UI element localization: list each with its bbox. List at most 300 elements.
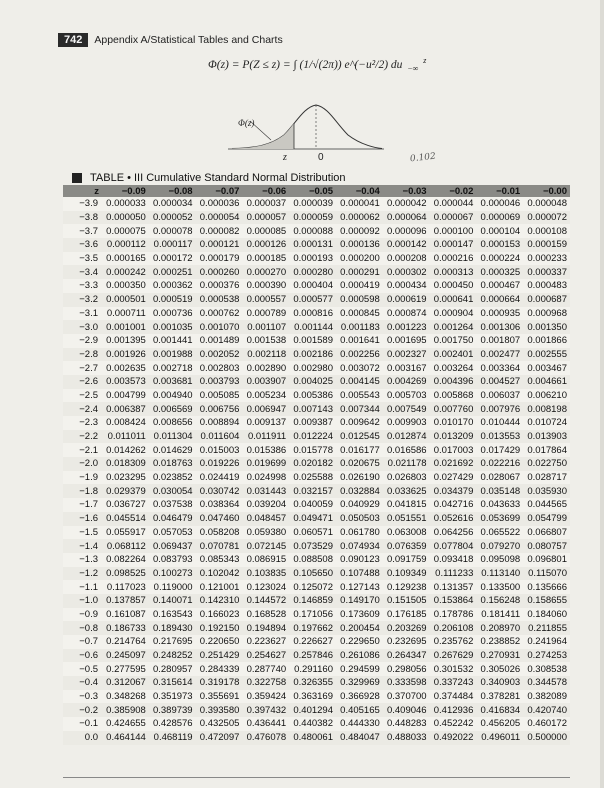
z-value-cell: −0.5 xyxy=(79,663,98,675)
page-number: 742 xyxy=(58,33,88,47)
probability-cell: 0.070781 xyxy=(199,540,240,552)
probability-cell: 0.397432 xyxy=(246,704,287,716)
probability-cell: 0.033625 xyxy=(386,485,427,497)
probability-cell: 0.003793 xyxy=(199,376,240,388)
probability-cell: 0.359424 xyxy=(246,691,287,703)
table-row xyxy=(63,238,570,252)
probability-cell: 0.093418 xyxy=(433,554,474,566)
probability-cell: 0.030054 xyxy=(152,485,193,497)
probability-cell: 0.006210 xyxy=(527,389,567,401)
probability-cell: 0.000233 xyxy=(527,253,567,265)
probability-cell: 0.217695 xyxy=(152,636,193,648)
probability-cell: 0.000062 xyxy=(340,212,380,224)
probability-cell: 0.001070 xyxy=(199,321,240,333)
z-value-cell: −0.4 xyxy=(79,677,98,689)
probability-cell: 0.046479 xyxy=(152,513,193,525)
probability-cell: 0.000434 xyxy=(386,280,427,292)
probability-cell: 0.000200 xyxy=(340,253,380,265)
table-row xyxy=(63,512,570,526)
probability-cell: 0.161087 xyxy=(106,608,146,620)
probability-cell: 0.484047 xyxy=(340,732,380,744)
table-title-row xyxy=(72,172,346,184)
probability-cell: 0.002052 xyxy=(199,348,240,360)
table-row xyxy=(63,484,570,498)
probability-cell: 0.059380 xyxy=(246,526,287,538)
probability-cell: 0.163543 xyxy=(152,608,193,620)
probability-cell: 0.000390 xyxy=(246,280,287,292)
probability-cell: 0.000736 xyxy=(152,307,193,319)
table-row xyxy=(63,457,570,471)
probability-cell: 0.181411 xyxy=(481,608,521,620)
probability-cell: 0.000762 xyxy=(199,307,240,319)
probability-cell: 0.008894 xyxy=(199,417,240,429)
probability-cell: 0.000557 xyxy=(246,294,287,306)
probability-cell: 0.102042 xyxy=(199,567,240,579)
table-row xyxy=(63,635,570,649)
probability-cell: 0.011011 xyxy=(107,431,146,443)
z-value-cell: −3.6 xyxy=(79,239,98,251)
probability-cell: 0.000147 xyxy=(433,239,474,251)
probability-cell: 0.000142 xyxy=(386,239,427,251)
probability-cell: 0.000057 xyxy=(246,212,287,224)
probability-cell: 0.001223 xyxy=(386,321,427,333)
probability-cell: 0.000664 xyxy=(480,294,521,306)
probability-cell: 0.006037 xyxy=(480,389,521,401)
probability-cell: 0.007344 xyxy=(340,403,380,415)
probability-cell: 0.006387 xyxy=(106,403,146,415)
probability-cell: 0.366928 xyxy=(340,691,380,703)
table-row xyxy=(63,498,570,512)
probability-cell: 0.091759 xyxy=(386,554,427,566)
column-header: −0.06 xyxy=(262,185,287,197)
probability-cell: 0.012545 xyxy=(340,431,380,443)
probability-cell: 0.140071 xyxy=(152,595,193,607)
probability-cell: 0.000121 xyxy=(199,239,240,251)
probability-cell: 0.032884 xyxy=(340,485,380,497)
page-edge xyxy=(600,0,604,788)
probability-cell: 0.000059 xyxy=(293,212,333,224)
z-value-cell: −1.3 xyxy=(79,554,98,566)
probability-cell: 0.001538 xyxy=(246,335,287,347)
table-row xyxy=(63,567,570,581)
probability-cell: 0.001695 xyxy=(386,335,427,347)
probability-cell: 0.158655 xyxy=(527,595,567,607)
z-value-cell: −1.5 xyxy=(79,526,98,538)
probability-cell: 0.037538 xyxy=(152,499,193,511)
z-value-cell: −2.7 xyxy=(79,362,98,374)
probability-cell: 0.098525 xyxy=(106,567,146,579)
probability-cell: 0.000845 xyxy=(340,307,380,319)
z-value-cell: −2.8 xyxy=(79,348,98,360)
page-header xyxy=(58,33,283,47)
probability-cell: 0.189430 xyxy=(152,622,193,634)
probability-cell: 0.065522 xyxy=(480,526,521,538)
probability-cell: 0.382089 xyxy=(527,691,567,703)
probability-cell: 0.000280 xyxy=(293,266,333,278)
probability-cell: 0.000450 xyxy=(433,280,474,292)
probability-cell: 0.022216 xyxy=(480,458,521,470)
probability-cell: 0.401294 xyxy=(293,704,333,716)
probability-cell: 0.337243 xyxy=(433,677,474,689)
table-row xyxy=(63,580,570,594)
probability-cell: 0.080757 xyxy=(527,540,567,552)
probability-cell: 0.000069 xyxy=(480,212,521,224)
probability-cell: 0.000270 xyxy=(246,266,287,278)
probability-cell: 0.000711 xyxy=(106,307,146,319)
probability-cell: 0.000067 xyxy=(433,212,474,224)
probability-cell: 0.000251 xyxy=(152,266,193,278)
probability-cell: 0.008198 xyxy=(527,403,567,415)
probability-cell: 0.308538 xyxy=(527,663,567,675)
probability-cell: 0.312067 xyxy=(106,677,146,689)
probability-cell: 0.166023 xyxy=(199,608,240,620)
probability-cell: 0.064256 xyxy=(433,526,474,538)
probability-cell: 0.015003 xyxy=(199,444,240,456)
probability-cell: 0.000419 xyxy=(340,280,380,292)
probability-cell: 0.057053 xyxy=(152,526,193,538)
column-header: −0.04 xyxy=(355,185,380,197)
probability-cell: 0.034379 xyxy=(433,485,474,497)
probability-cell: 0.492022 xyxy=(433,732,474,744)
probability-cell: 0.006569 xyxy=(152,403,193,415)
probability-cell: 0.013209 xyxy=(433,431,474,443)
probability-cell: 0.035148 xyxy=(480,485,521,497)
probability-cell: 0.135666 xyxy=(527,581,567,593)
probability-cell: 0.137857 xyxy=(106,595,146,607)
probability-cell: 0.018309 xyxy=(106,458,146,470)
probability-cell: 0.040929 xyxy=(340,499,380,511)
probability-cell: 0.013903 xyxy=(527,431,567,443)
probability-cell: 0.000100 xyxy=(433,225,474,237)
probability-cell: 0.412936 xyxy=(433,704,474,716)
probability-cell: 0.043633 xyxy=(480,499,521,511)
probability-cell: 0.149170 xyxy=(340,595,380,607)
probability-cell: 0.315614 xyxy=(152,677,193,689)
probability-cell: 0.000117 xyxy=(153,239,193,251)
probability-cell: 0.002401 xyxy=(433,348,474,360)
probability-cell: 0.000577 xyxy=(293,294,333,306)
formula-lower-limit: −∞ xyxy=(407,64,419,74)
probability-cell: 0.068112 xyxy=(106,540,146,552)
probability-cell: 0.405165 xyxy=(340,704,380,716)
probability-cell: 0.000048 xyxy=(527,198,567,210)
probability-cell: 0.420740 xyxy=(527,704,567,716)
probability-cell: 0.010170 xyxy=(433,417,474,429)
probability-cell: 0.000789 xyxy=(246,307,287,319)
probability-cell: 0.002635 xyxy=(106,362,146,374)
running-title: Appendix A/Statistical Tables and Charts xyxy=(94,34,283,46)
table-body xyxy=(63,197,570,745)
probability-cell: 0.079270 xyxy=(480,540,521,552)
probability-cell: 0.000039 xyxy=(293,198,333,210)
z-value-cell: −2.1 xyxy=(79,444,98,456)
probability-cell: 0.000816 xyxy=(293,307,333,319)
probability-cell: 0.214764 xyxy=(106,636,146,648)
probability-cell: 0.000302 xyxy=(386,266,427,278)
probability-cell: 0.050503 xyxy=(340,513,380,525)
probability-cell: 0.248252 xyxy=(152,650,193,662)
probability-cell: 0.058208 xyxy=(199,526,240,538)
probability-cell: 0.444330 xyxy=(340,718,380,730)
probability-cell: 0.016177 xyxy=(340,444,380,456)
probability-cell: 0.001489 xyxy=(199,335,240,347)
column-header: −0.02 xyxy=(449,185,474,197)
probability-cell: 0.452242 xyxy=(433,718,474,730)
probability-cell: 0.042716 xyxy=(433,499,474,511)
probability-cell: 0.000313 xyxy=(433,266,474,278)
probability-cell: 0.301532 xyxy=(433,663,474,675)
probability-cell: 0.472097 xyxy=(199,732,240,744)
table-row xyxy=(63,416,570,430)
probability-cell: 0.010444 xyxy=(480,417,521,429)
probability-cell: 0.073529 xyxy=(293,540,333,552)
z-value-cell: −2.6 xyxy=(79,376,98,388)
probability-cell: 0.028067 xyxy=(480,472,521,484)
probability-cell: 0.003467 xyxy=(527,362,567,374)
probability-cell: 0.016586 xyxy=(386,444,427,456)
probability-cell: 0.389739 xyxy=(152,704,193,716)
probability-cell: 0.025588 xyxy=(293,472,333,484)
z-value-cell: −2.9 xyxy=(79,335,98,347)
probability-cell: 0.024419 xyxy=(199,472,240,484)
probability-cell: 0.052616 xyxy=(433,513,474,525)
probability-cell: 0.000179 xyxy=(199,253,240,265)
probability-cell: 0.027429 xyxy=(433,472,474,484)
probability-cell: 0.287740 xyxy=(246,663,287,675)
probability-cell: 0.000172 xyxy=(152,253,193,265)
table-row xyxy=(63,662,570,676)
probability-cell: 0.022750 xyxy=(527,458,567,470)
probability-cell: 0.001144 xyxy=(294,321,333,333)
table-row xyxy=(63,279,570,293)
probability-cell: 0.021178 xyxy=(387,458,427,470)
probability-cell: 0.015386 xyxy=(246,444,287,456)
z-value-cell: −3.3 xyxy=(79,280,98,292)
probability-cell: 0.017429 xyxy=(480,444,521,456)
probability-cell: 0.261086 xyxy=(340,650,380,662)
probability-cell: 0.083793 xyxy=(152,554,193,566)
table-header-row xyxy=(63,185,570,197)
probability-cell: 0.095098 xyxy=(480,554,521,566)
probability-cell: 0.370700 xyxy=(386,691,427,703)
probability-cell: 0.007976 xyxy=(480,403,521,415)
normal-distribution-table xyxy=(63,185,570,745)
probability-cell: 0.000904 xyxy=(433,307,474,319)
probability-cell: 0.131357 xyxy=(433,581,474,593)
probability-cell: 0.000501 xyxy=(106,294,146,306)
probability-cell: 0.000362 xyxy=(152,280,193,292)
formula-upper-limit: z xyxy=(423,56,427,65)
probability-cell: 0.468119 xyxy=(153,732,193,744)
probability-cell: 0.005543 xyxy=(340,389,380,401)
probability-cell: 0.496011 xyxy=(481,732,521,744)
probability-cell: 0.008424 xyxy=(106,417,146,429)
probability-cell: 0.000325 xyxy=(480,266,521,278)
probability-cell: 0.000687 xyxy=(527,294,567,306)
probability-cell: 0.344578 xyxy=(527,677,567,689)
probability-cell: 0.184060 xyxy=(527,608,567,620)
probability-cell: 0.000376 xyxy=(199,280,240,292)
probability-cell: 0.000104 xyxy=(480,225,521,237)
probability-cell: 0.480061 xyxy=(293,732,333,744)
probability-cell: 0.200454 xyxy=(340,622,380,634)
probability-cell: 0.000165 xyxy=(106,253,146,265)
probability-cell: 0.019226 xyxy=(199,458,240,470)
probability-cell: 0.061780 xyxy=(340,526,380,538)
probability-cell: 0.001807 xyxy=(480,335,521,347)
probability-cell: 0.333598 xyxy=(386,677,427,689)
probability-cell: 0.322758 xyxy=(246,677,287,689)
probability-cell: 0.119000 xyxy=(153,581,193,593)
probability-cell: 0.294599 xyxy=(340,663,380,675)
probability-cell: 0.005085 xyxy=(199,389,240,401)
probability-cell: 0.000185 xyxy=(246,253,287,265)
probability-cell: 0.063008 xyxy=(386,526,427,538)
probability-cell: 0.017864 xyxy=(527,444,567,456)
probability-cell: 0.229650 xyxy=(340,636,380,648)
probability-cell: 0.173609 xyxy=(340,608,380,620)
z-value-cell: −1.2 xyxy=(79,567,98,579)
table-row xyxy=(63,443,570,457)
probability-cell: 0.060571 xyxy=(293,526,333,538)
table-row xyxy=(63,252,570,266)
probability-cell: 0.144572 xyxy=(246,595,287,607)
probability-cell: 0.000193 xyxy=(293,253,333,265)
probability-cell: 0.129238 xyxy=(386,581,427,593)
z-value-cell: −2.3 xyxy=(79,417,98,429)
probability-cell: 0.245097 xyxy=(106,650,146,662)
probability-cell: 0.000064 xyxy=(386,212,427,224)
probability-cell: 0.002890 xyxy=(246,362,287,374)
z-value-cell: −2.0 xyxy=(79,458,98,470)
probability-cell: 0.023295 xyxy=(106,472,146,484)
table-row xyxy=(63,389,570,403)
probability-cell: 0.000085 xyxy=(246,225,287,237)
table-row xyxy=(63,731,570,745)
probability-cell: 0.220650 xyxy=(199,636,240,648)
probability-cell: 0.223627 xyxy=(246,636,287,648)
probability-cell: 0.000034 xyxy=(152,198,193,210)
probability-cell: 0.168528 xyxy=(246,608,287,620)
probability-cell: 0.051551 xyxy=(386,513,427,525)
probability-cell: 0.001641 xyxy=(340,335,380,347)
table-row xyxy=(63,676,570,690)
probability-cell: 0.014629 xyxy=(152,444,193,456)
probability-cell: 0.355691 xyxy=(199,691,240,703)
probability-cell: 0.018763 xyxy=(152,458,193,470)
z-value-cell: −3.4 xyxy=(79,266,98,278)
probability-cell: 0.186733 xyxy=(106,622,146,634)
probability-cell: 0.076359 xyxy=(386,540,427,552)
probability-cell: 0.004025 xyxy=(293,376,333,388)
probability-cell: 0.000159 xyxy=(527,239,567,251)
probability-cell: 0.045514 xyxy=(106,513,146,525)
z-value-cell: −3.9 xyxy=(79,198,98,210)
probability-cell: 0.096801 xyxy=(527,554,567,566)
table-row xyxy=(63,334,570,348)
probability-cell: 0.004527 xyxy=(480,376,521,388)
probability-cell: 0.000044 xyxy=(433,198,474,210)
probability-cell: 0.004396 xyxy=(433,376,474,388)
probability-cell: 0.020182 xyxy=(293,458,333,470)
probability-cell: 0.003264 xyxy=(433,362,474,374)
probability-cell: 0.378281 xyxy=(480,691,521,703)
probability-cell: 0.069437 xyxy=(152,540,193,552)
probability-cell: 0.000112 xyxy=(106,239,146,251)
probability-cell: 0.011911 xyxy=(247,431,287,443)
formula-text: Φ(z) = P(Z ≤ z) = ∫ (1/√(2π)) e^(−u²/2) du xyxy=(208,58,403,71)
probability-cell: 0.011304 xyxy=(153,431,193,443)
z-value-cell: −0.1 xyxy=(79,718,98,730)
probability-cell: 0.153864 xyxy=(433,595,474,607)
table-row xyxy=(63,265,570,279)
probability-cell: 0.003573 xyxy=(106,376,146,388)
probability-cell: 0.032157 xyxy=(293,485,333,497)
probability-cell: 0.030742 xyxy=(199,485,240,497)
z-value-cell: −0.8 xyxy=(79,622,98,634)
probability-cell: 0.291160 xyxy=(294,663,333,675)
probability-cell: 0.416834 xyxy=(480,704,521,716)
probability-cell: 0.049471 xyxy=(293,513,333,525)
probability-cell: 0.085343 xyxy=(199,554,240,566)
z-value-cell: −3.5 xyxy=(79,253,98,265)
probability-cell: 0.257846 xyxy=(293,650,333,662)
probability-cell: 0.000242 xyxy=(106,266,146,278)
probability-cell: 0.047460 xyxy=(199,513,240,525)
probability-cell: 0.428576 xyxy=(152,718,193,730)
z-value-cell: −1.4 xyxy=(79,540,98,552)
probability-cell: 0.031443 xyxy=(246,485,287,497)
probability-cell: 0.363169 xyxy=(293,691,333,703)
probability-cell: 0.023852 xyxy=(152,472,193,484)
probability-cell: 0.001001 xyxy=(106,321,146,333)
z-value-cell: −0.3 xyxy=(79,691,98,703)
probability-cell: 0.000935 xyxy=(480,307,521,319)
probability-cell: 0.005386 xyxy=(293,389,333,401)
probability-cell: 0.000108 xyxy=(527,225,567,237)
probability-cell: 0.002718 xyxy=(152,362,193,374)
probability-cell: 0.298056 xyxy=(386,663,427,675)
probability-cell: 0.211855 xyxy=(528,622,567,634)
probability-cell: 0.001306 xyxy=(480,321,521,333)
probability-cell: 0.014262 xyxy=(106,444,146,456)
z-value-cell: −1.6 xyxy=(79,513,98,525)
figure-z-label: z xyxy=(283,152,287,163)
probability-cell: 0.000968 xyxy=(527,307,567,319)
probability-cell: 0.088508 xyxy=(293,554,333,566)
probability-cell: 0.039204 xyxy=(246,499,287,511)
probability-cell: 0.000046 xyxy=(480,198,521,210)
probability-cell: 0.002803 xyxy=(199,362,240,374)
probability-cell: 0.103835 xyxy=(246,567,287,579)
probability-cell: 0.000483 xyxy=(527,280,567,292)
z-value-cell: −3.7 xyxy=(79,225,98,237)
probability-cell: 0.000216 xyxy=(433,253,474,265)
probability-cell: 0.001395 xyxy=(106,335,146,347)
table-row xyxy=(63,608,570,622)
table-row xyxy=(63,553,570,567)
z-value-cell: −3.1 xyxy=(79,307,98,319)
probability-cell: 0.000052 xyxy=(152,212,193,224)
probability-cell: 0.000153 xyxy=(480,239,521,251)
figure-zero-label: 0 xyxy=(318,152,324,163)
table-row xyxy=(63,402,570,416)
probability-cell: 0.241964 xyxy=(527,636,567,648)
probability-cell: 0.001750 xyxy=(433,335,474,347)
probability-cell: 0.206108 xyxy=(433,622,474,634)
table-row xyxy=(63,361,570,375)
probability-cell: 0.432505 xyxy=(199,718,240,730)
